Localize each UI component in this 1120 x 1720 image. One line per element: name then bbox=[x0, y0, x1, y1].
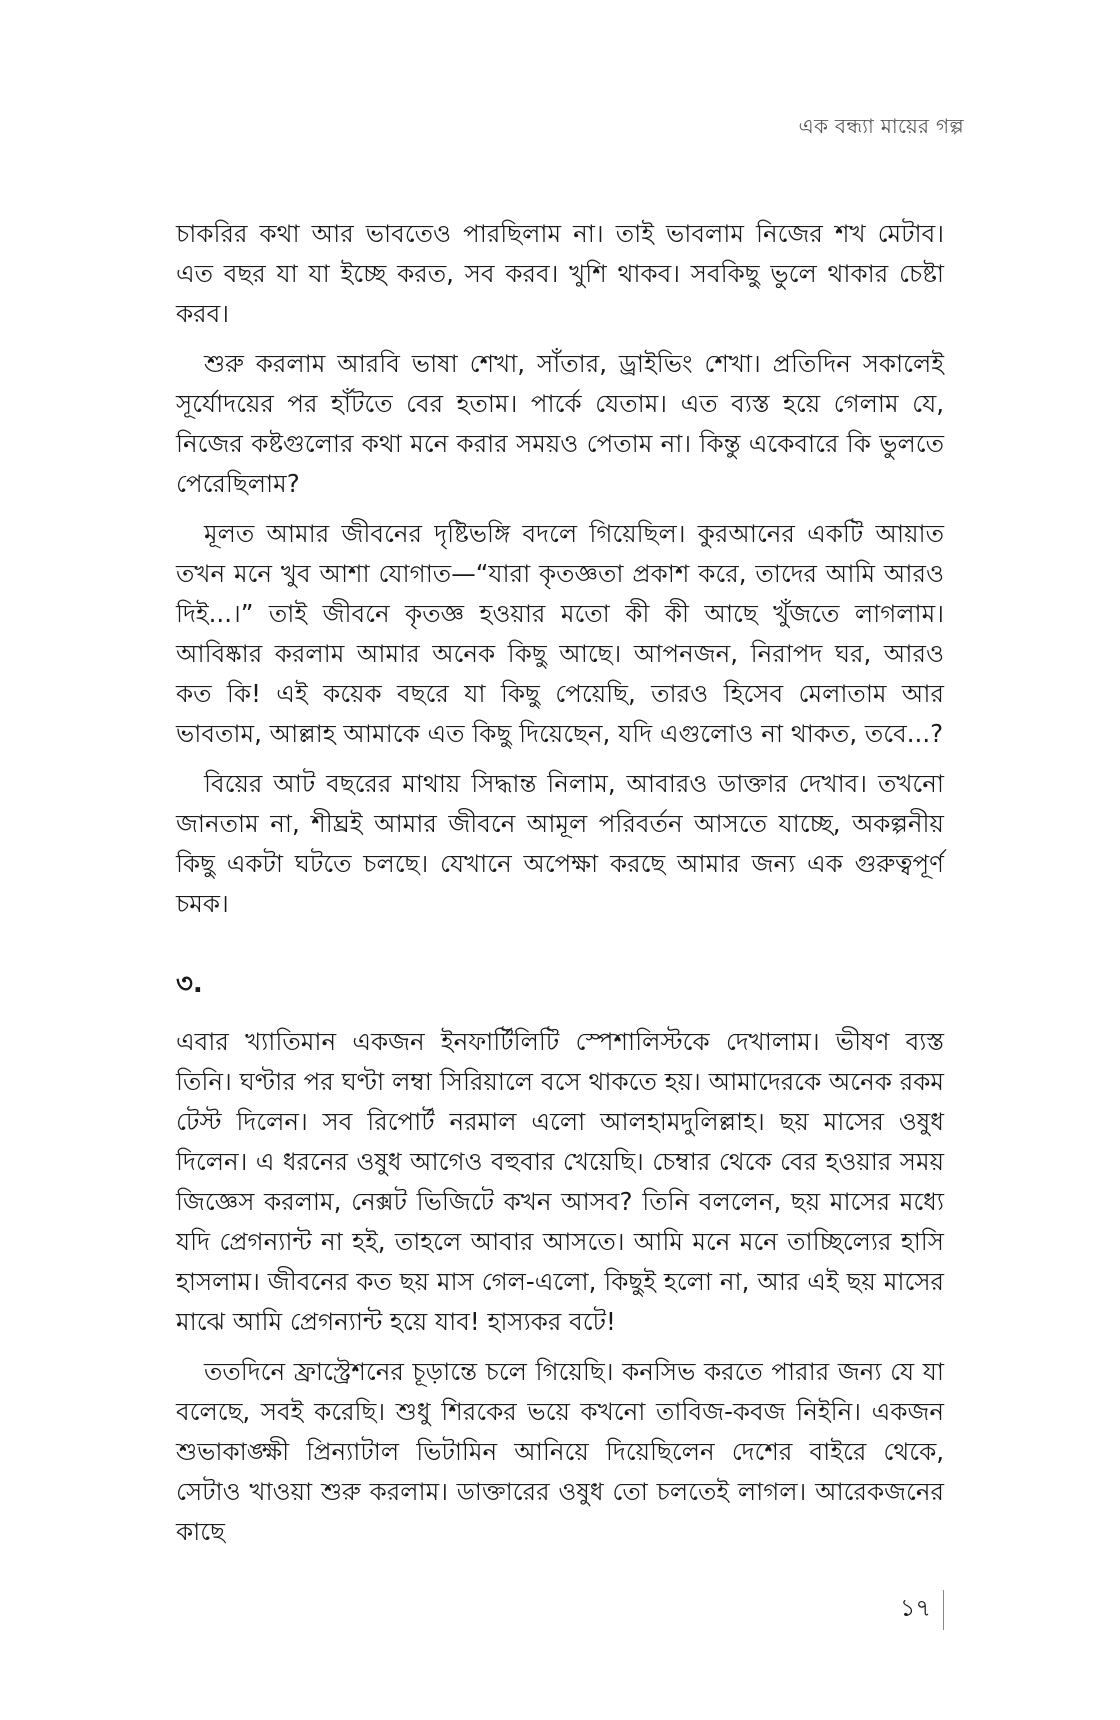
page-number-divider bbox=[943, 1590, 944, 1630]
page-body bbox=[176, 214, 944, 1562]
paragraph: শুরু করলাম আরবি ভাষা শেখা, সাঁতার, ড্রাইভিং শেখা। প্রতিদিন সকালেই সূর্যোদয়ের পর হাঁটতে বের হতাম। পার্কে যেতাম। এত ব্যস্ত হয়ে গেলাম যে, নিজের কষ্টগুলোর কথা মনে করার সময়ও পেতাম না। কিন্তু একেবারে কি ভুলতে পেরেছিলাম? bbox=[176, 349, 944, 498]
page-footer bbox=[900, 1590, 944, 1630]
paragraph: ততদিনে ফ্রাস্ট্রেশনের চূড়ান্তে চলে গিয়েছি। কনসিভ করতে পারার জন্য যে যা বলেছে, সবই করেছি। শুধু শিরকের ভয়ে কখনো তাবিজ-কবজ নিইনি। একজন শুভাকাঙ্ক্ষী প্রিন্যাটাল ভিটামিন আনিয়ে দিয়েছিলেন দেশের বাইরে থেকে, সেটাও খাওয়া শুরু করলাম। ডাক্তারের ওষুধ তো চলতেই লাগল। আরেকজনের কাছে bbox=[176, 1357, 944, 1546]
page-number: ১৭ bbox=[899, 1594, 931, 1622]
paragraph: চাকরির কথা আর ভাবতেও পারছিলাম না। তাই ভাবলাম নিজের শখ মেটাব। এত বছর যা যা ইচ্ছে করত, সব করব। খুশি থাকব। সবকিছু ভুলে থাকার চেষ্টা করব। bbox=[176, 219, 944, 328]
paragraph: বিয়ের আট বছরের মাথায় সিদ্ধান্ত নিলাম, আবারও ডাক্তার দেখাব। তখনো জানতাম না, শীঘ্রই আমার জীবনে আমূল পরিবর্তন আসতে যাচ্ছে, অকল্পনীয় কিছু একটা ঘটতে চলছে। যেখানে অপেক্ষা করছে আমার জন্য এক গুরুত্বপূর্ণ চমক। bbox=[176, 769, 944, 918]
paragraph: মূলত আমার জীবনের দৃষ্টিভঙ্গি বদলে গিয়েছিল। কুরআনের একটি আয়াত তখন মনে খুব আশা যোগাত—“যারা কৃতজ্ঞতা প্রকাশ করে, তাদের আমি আরও দিই...।” তাই জীবনে কৃতজ্ঞ হওয়ার মতো কী কী আছে খুঁজতে লাগলাম। আবিষ্কার করলাম আমার অনেক কিছু আছে। আপনজন, নিরাপদ ঘর, আরও কত কি! এই কয়েক বছরে যা কিছু পেয়েছি, তারও হিসেব মেলাতাম আর ভাবতাম, আল্লাহ আমাকে এত কিছু দিয়েছেন, যদি এগুলোও না থাকত, তবে...? bbox=[176, 519, 944, 748]
running-header: এক বন্ধ্যা মায়ের গল্প bbox=[798, 114, 964, 138]
paragraph: এবার খ্যাতিমান একজন ইনফার্টিলিটি স্পেশালিস্টকে দেখালাম। ভীষণ ব্যস্ত তিনি। ঘণ্টার পর ঘণ্টা লম্বা সিরিয়ালে বসে থাকতে হয়। আমাদেরকে অনেক রকম টেস্ট দিলেন। সব রিপোর্ট নরমাল এলো আলহামদুলিল্লাহ। ছয় মাসের ওষুধ দিলেন। এ ধরনের ওষুধ আগেও বহুবার খেয়েছি। চেম্বার থেকে বের হওয়ার সময় জিজ্ঞেস করলাম, নেক্সট ভিজিটে কখন আসব? তিনি বললেন, ছয় মাসের মধ্যে যদি প্রেগন্যান্ট না হই, তাহলে আবার আসতে। আমি মনে মনে তাচ্ছিল্যের হাসি হাসলাম। জীবনের কত ছয় মাস গেল-এলো, কিছুই হলো না, আর এই ছয় মাসের মাঝে আমি প্রেগন্যান্ট হয়ে যাব! হাস্যকর বটে! bbox=[176, 1027, 944, 1336]
section-number: ৩. bbox=[176, 969, 203, 999]
